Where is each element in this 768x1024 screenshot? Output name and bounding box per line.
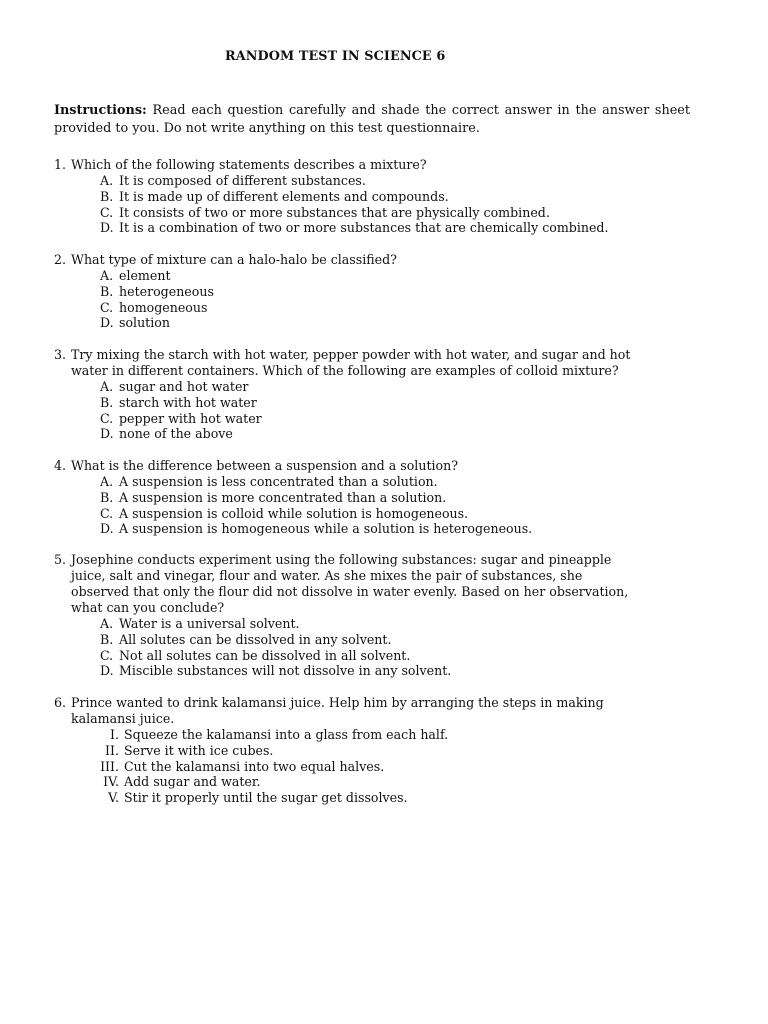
question-stem (54, 157, 694, 173)
question-text (71, 695, 694, 727)
question-number: 3. (54, 347, 67, 362)
options-list (54, 379, 694, 442)
step-v (54, 790, 694, 806)
option-letter: C. (100, 410, 114, 426)
option-text: A suspension is colloid while solution is homogeneous. (119, 505, 469, 521)
option-text: none of the above (119, 426, 233, 442)
option-letter: B. (100, 489, 114, 505)
option-text: Not all solutes can be dissolved in all solvent. (119, 647, 411, 663)
option-letter: B. (100, 283, 114, 299)
option-letter: B. (100, 188, 114, 204)
option-d (54, 315, 694, 331)
question-text (71, 347, 694, 379)
option-letter: B. (100, 631, 114, 647)
option-c (54, 300, 694, 316)
option-letter: A. (100, 173, 114, 188)
question-number: 2. (54, 252, 67, 267)
option-a (54, 173, 694, 189)
step-numeral: I. (110, 727, 119, 742)
option-text: It is a combination of two or more substances that are chemically combined. (119, 220, 609, 236)
question-number: 4. (54, 458, 67, 473)
question-6 (54, 695, 694, 806)
step-numeral: IV. (103, 774, 119, 790)
option-letter: A. (100, 268, 114, 283)
option-letter: C. (100, 505, 114, 521)
question-text: What is the difference between a suspension and a solution? (71, 458, 458, 473)
option-c (54, 648, 694, 664)
option-text: Water is a universal solvent. (119, 616, 300, 631)
question-text-line: Prince wanted to drink kalamansi juice. Help him by arranging the steps in making (71, 695, 604, 710)
question-text-line: juice, salt and vinegar, flour and water. As she mixes the pair of substances, she (71, 568, 583, 583)
option-c (54, 506, 694, 522)
steps-list (54, 727, 694, 806)
option-d (54, 426, 694, 442)
question-stem (54, 695, 694, 727)
option-letter: D. (100, 521, 114, 537)
question-3 (54, 347, 694, 442)
question-stem (54, 552, 694, 616)
option-letter: C. (100, 647, 114, 663)
question-4 (54, 458, 694, 537)
question-text: Which of the following statements describes a mixture? (71, 157, 427, 172)
option-text: A suspension is more concentrated than a solution. (119, 489, 447, 505)
step-numeral: III. (100, 758, 119, 774)
step-text: Stir it properly until the sugar get dissolves. (124, 790, 408, 806)
instructions-lead: Instructions: (54, 103, 147, 118)
question-text-line: what can you conclude? (71, 600, 225, 615)
option-letter: D. (100, 315, 114, 331)
question-stem (54, 347, 694, 379)
option-letter: D. (100, 220, 114, 236)
option-text: Miscible substances will not dissolve in any solvent. (119, 663, 452, 679)
option-a (54, 474, 694, 490)
step-numeral: V. (108, 790, 119, 806)
option-b (54, 632, 694, 648)
option-a (54, 616, 694, 632)
step-iv (54, 774, 694, 790)
option-letter: A. (100, 616, 114, 631)
option-c (54, 205, 694, 221)
option-text: starch with hot water (119, 394, 257, 410)
step-text: Serve it with ice cubes. (124, 742, 274, 758)
question-text-line: Josephine conducts experiment using the following substances: sugar and pineapple (71, 552, 612, 567)
option-letter: A. (100, 379, 114, 394)
option-letter: D. (100, 663, 114, 679)
option-d (54, 220, 694, 236)
step-numeral: II. (105, 742, 119, 758)
options-list (54, 616, 694, 679)
question-5 (54, 552, 694, 679)
question-stem (54, 252, 694, 268)
instructions-text: Read each question carefully and shade the correct answer in the answer sheet provided to you. Do not write anything on this test questionnaire. (54, 103, 690, 136)
option-b (54, 395, 694, 411)
question-text (71, 552, 694, 616)
option-letter: C. (100, 204, 114, 220)
option-c (54, 411, 694, 427)
step-iii (54, 759, 694, 775)
step-i (54, 727, 694, 743)
option-a (54, 379, 694, 395)
option-text: It is composed of different substances. (119, 173, 366, 188)
instructions-paragraph (54, 102, 690, 137)
option-text: A suspension is less concentrated than a solution. (119, 474, 438, 489)
option-text: A suspension is homogeneous while a solution is heterogeneous. (119, 521, 533, 537)
question-stem (54, 458, 694, 474)
step-text: Squeeze the kalamansi into a glass from each half. (124, 727, 449, 742)
option-text: element (119, 268, 171, 283)
option-letter: C. (100, 299, 114, 315)
step-text: Add sugar and water. (124, 774, 261, 790)
option-letter: B. (100, 394, 114, 410)
question-text-line: Try mixing the starch with hot water, pepper powder with hot water, and sugar and hot (71, 347, 631, 362)
step-ii (54, 743, 694, 759)
page-title: RANDOM TEST IN SCIENCE 6 (225, 49, 446, 64)
question-text-line: kalamansi juice. (71, 711, 175, 726)
question-2 (54, 252, 694, 331)
option-text: heterogeneous (119, 283, 214, 299)
option-a (54, 268, 694, 284)
option-text: pepper with hot water (119, 410, 262, 426)
options-list (54, 173, 694, 236)
option-text: sugar and hot water (119, 379, 249, 394)
option-letter: A. (100, 474, 114, 489)
option-d (54, 663, 694, 679)
options-list (54, 268, 694, 331)
option-d (54, 521, 694, 537)
option-b (54, 490, 694, 506)
option-text: It is made up of different elements and compounds. (119, 188, 449, 204)
question-text-line: observed that only the flour did not dissolve in water evenly. Based on her observation, (71, 584, 629, 599)
step-text: Cut the kalamansi into two equal halves. (124, 758, 385, 774)
question-text: What type of mixture can a halo-halo be classified? (71, 252, 397, 267)
option-b (54, 284, 694, 300)
option-text: All solutes can be dissolved in any solvent. (119, 631, 392, 647)
question-number: 6. (54, 695, 67, 710)
question-number: 5. (54, 552, 67, 567)
option-letter: D. (100, 426, 114, 442)
question-text-line: water in different containers. Which of the following are examples of colloid mixture? (71, 363, 619, 378)
options-list (54, 474, 694, 537)
option-b (54, 189, 694, 205)
option-text: solution (119, 315, 170, 331)
option-text: It consists of two or more substances that are physically combined. (119, 204, 550, 220)
question-1 (54, 157, 694, 236)
question-number: 1. (54, 157, 67, 172)
option-text: homogeneous (119, 299, 208, 315)
